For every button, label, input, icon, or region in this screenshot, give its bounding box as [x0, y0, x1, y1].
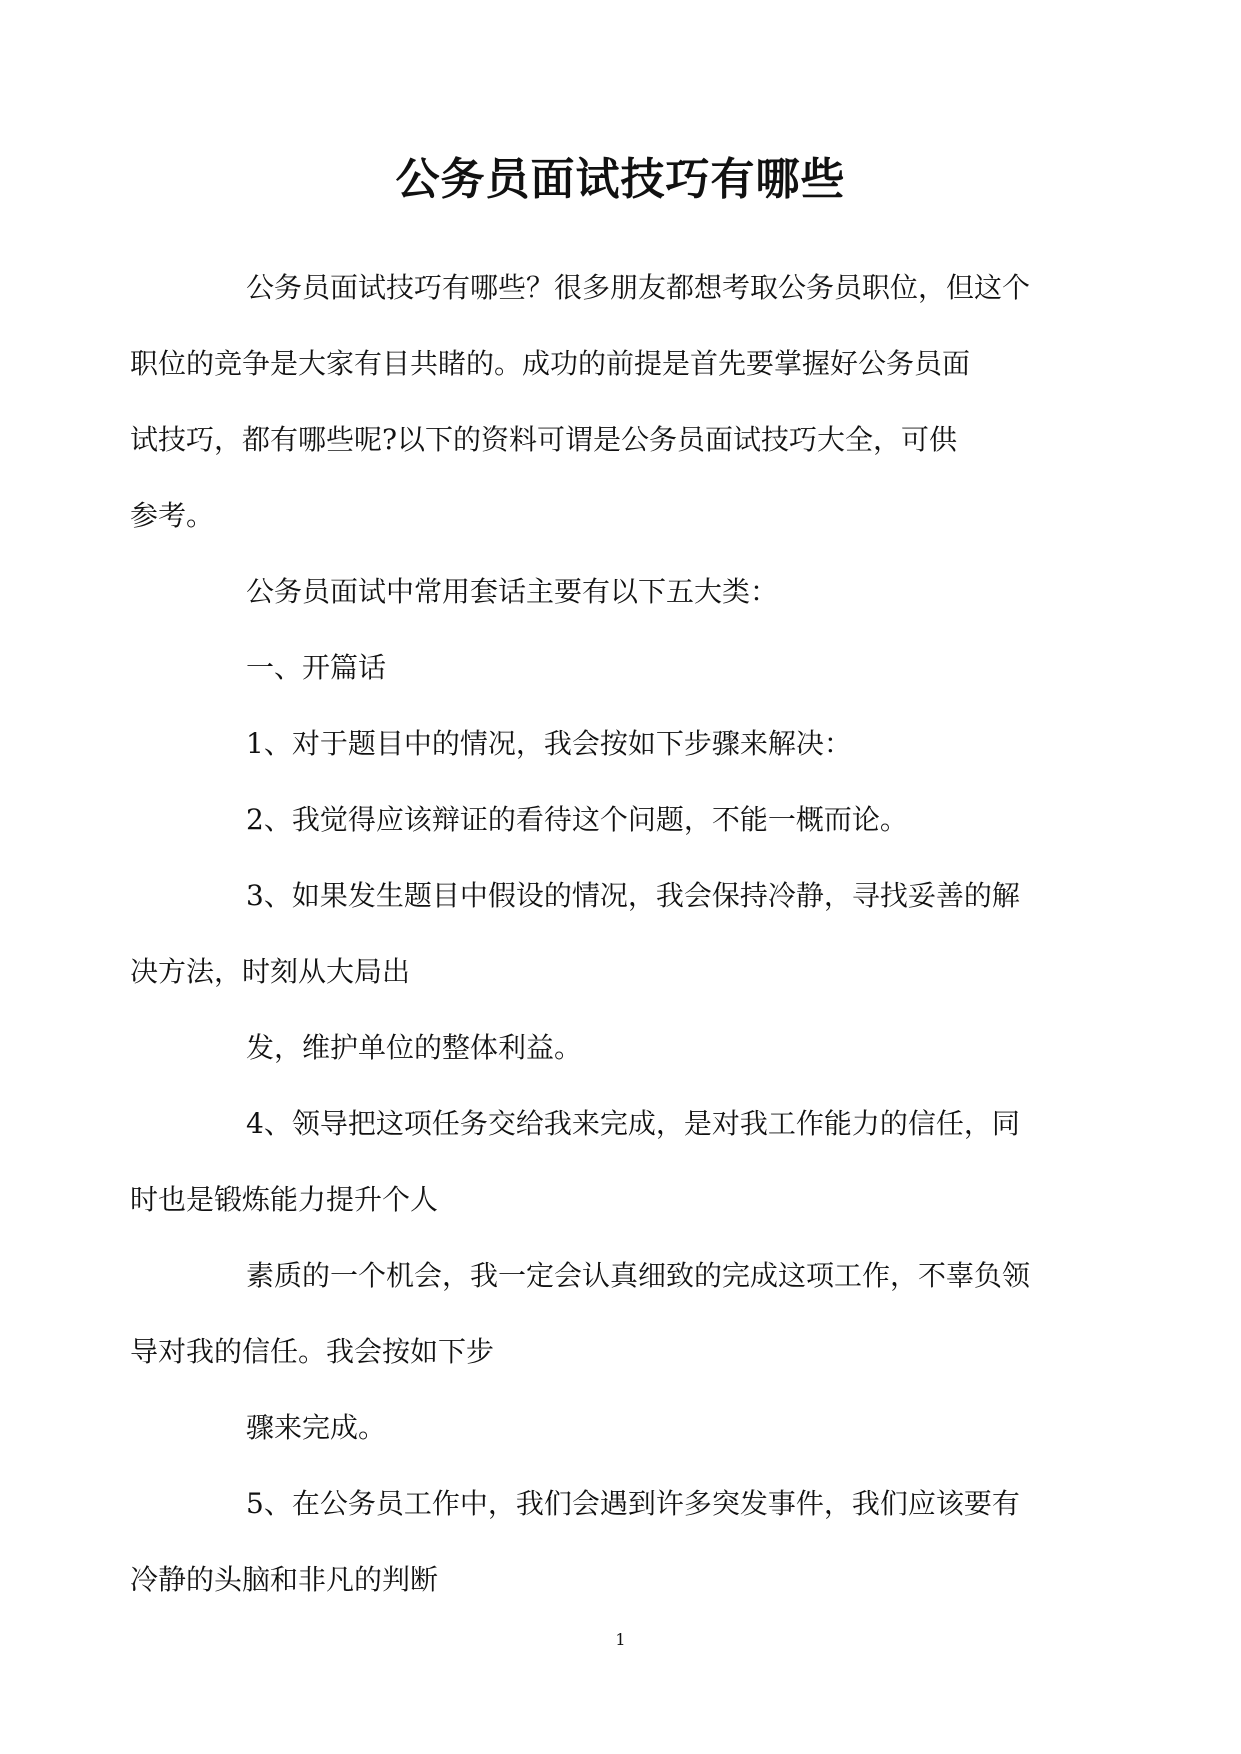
paragraph-categories-intro: [188, 554, 1050, 630]
list-item-5: [130, 1466, 1050, 1618]
text-line: 导对我的信任。我会按如下步: [130, 1335, 495, 1368]
text-line: 公务员面试技巧有哪些？很多朋友都想考取公务员职位，但这个: [246, 271, 1031, 304]
text-line: 试技巧，都有哪些呢?以下的资料可谓是公务员面试技巧大全，可供: [130, 423, 958, 456]
paragraph-intro: [130, 250, 1050, 554]
text-line: 时也是锻炼能力提升个人: [130, 1183, 439, 1216]
document-body: [130, 250, 1050, 1618]
list-item-4-end: [188, 1390, 1050, 1466]
list-item-2: [188, 782, 1050, 858]
text-line: 职位的竞争是大家有目共睹的。成功的前提是首先要掌握好公务员面: [130, 347, 971, 380]
text-line: 1、对于题目中的情况，我会按如下步骤来解决：: [246, 727, 852, 760]
text-line: 4、领导把这项任务交给我来完成，是对我工作能力的信任，同: [246, 1107, 1020, 1140]
document-title: 公务员面试技巧有哪些: [395, 154, 846, 205]
text-line: 骤来完成。: [246, 1411, 387, 1444]
list-item-4-continued: [130, 1238, 1050, 1390]
list-item-1: [188, 706, 1050, 782]
text-line: 一、开篇话: [246, 651, 387, 684]
section-heading-opening: [188, 630, 1050, 706]
text-line: 2、我觉得应该辩证的看待这个问题，不能一概而论。: [246, 803, 908, 836]
page-number: 1: [615, 1630, 626, 1649]
text-line: 5、在公务员工作中，我们会遇到许多突发事件，我们应该要有: [246, 1487, 1020, 1520]
text-line: 参考。: [130, 499, 215, 532]
text-line: 冷静的头脑和非凡的判断: [130, 1563, 439, 1596]
list-item-3: [130, 858, 1050, 1010]
text-line: 决方法，时刻从大局出: [130, 955, 411, 988]
text-line: 素质的一个机会，我一定会认真细致的完成这项工作，不辜负领: [246, 1259, 1031, 1292]
text-line: 发，维护单位的整体利益。: [246, 1031, 583, 1064]
list-item-3-continued: [188, 1010, 1050, 1086]
text-line: 公务员面试中常用套话主要有以下五大类：: [246, 575, 779, 608]
text-line: 3、如果发生题目中假设的情况，我会保持冷静，寻找妥善的解: [246, 879, 1020, 912]
list-item-4: [130, 1086, 1050, 1238]
